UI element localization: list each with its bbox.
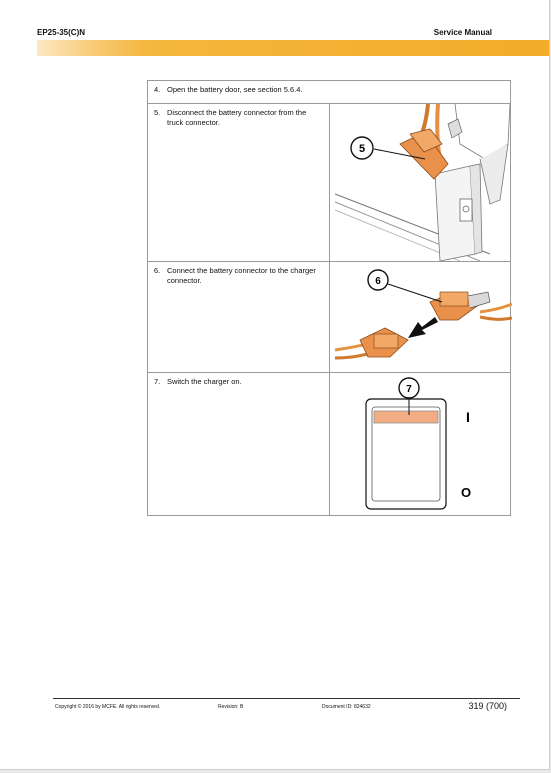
step-7-figure: [329, 373, 511, 516]
charger-switch-illustration: [330, 373, 512, 515]
step-text: Switch the charger on.: [167, 377, 242, 386]
step-6-cell: [148, 262, 330, 373]
charger-connector-illustration: [330, 262, 512, 372]
callout-7-label: 7: [405, 384, 412, 395]
step-text: Connect the battery connector to the charger connector.: [167, 266, 316, 285]
switch-on-mark: I: [465, 409, 470, 425]
step-5-figure: [329, 104, 511, 262]
step-number: 6.: [154, 266, 161, 275]
step-row-4: [148, 81, 511, 104]
footer-page-number: 319 (700): [468, 701, 507, 711]
step-number: 4.: [154, 85, 161, 94]
step-number: 7.: [154, 377, 161, 386]
battery-connector-illustration: [330, 104, 512, 261]
step-4-cell: [148, 81, 511, 104]
step-text: Disconnect the battery connector from the truck connector.: [167, 108, 307, 127]
step-6-figure: [329, 262, 511, 373]
header-accent-bar: [37, 40, 549, 56]
step-row-5: [148, 104, 511, 262]
step-7-cell: [148, 373, 330, 516]
footer-copyright: Copyright © 2016 by MCFE. All rights reserved.: [55, 704, 161, 710]
header-title: Service Manual: [433, 28, 492, 37]
step-number: 5.: [154, 108, 161, 117]
procedure-table: [147, 80, 511, 516]
header-model: EP25-35(C)N: [37, 28, 86, 37]
callout-5-label: 5: [358, 143, 365, 155]
footer-document-id: Document ID: 824632: [322, 704, 371, 710]
footer-revision: Revision: B: [218, 704, 244, 710]
footer-rule: [53, 698, 520, 699]
callout-6-label: 6: [374, 276, 381, 287]
step-row-6: [148, 262, 511, 373]
step-text: Open the battery door, see section 5.6.4.: [167, 85, 303, 94]
switch-off-mark: O: [460, 485, 471, 500]
switch-on-indicator: [374, 411, 438, 423]
step-row-7: [148, 373, 511, 516]
step-5-cell: [148, 104, 330, 262]
